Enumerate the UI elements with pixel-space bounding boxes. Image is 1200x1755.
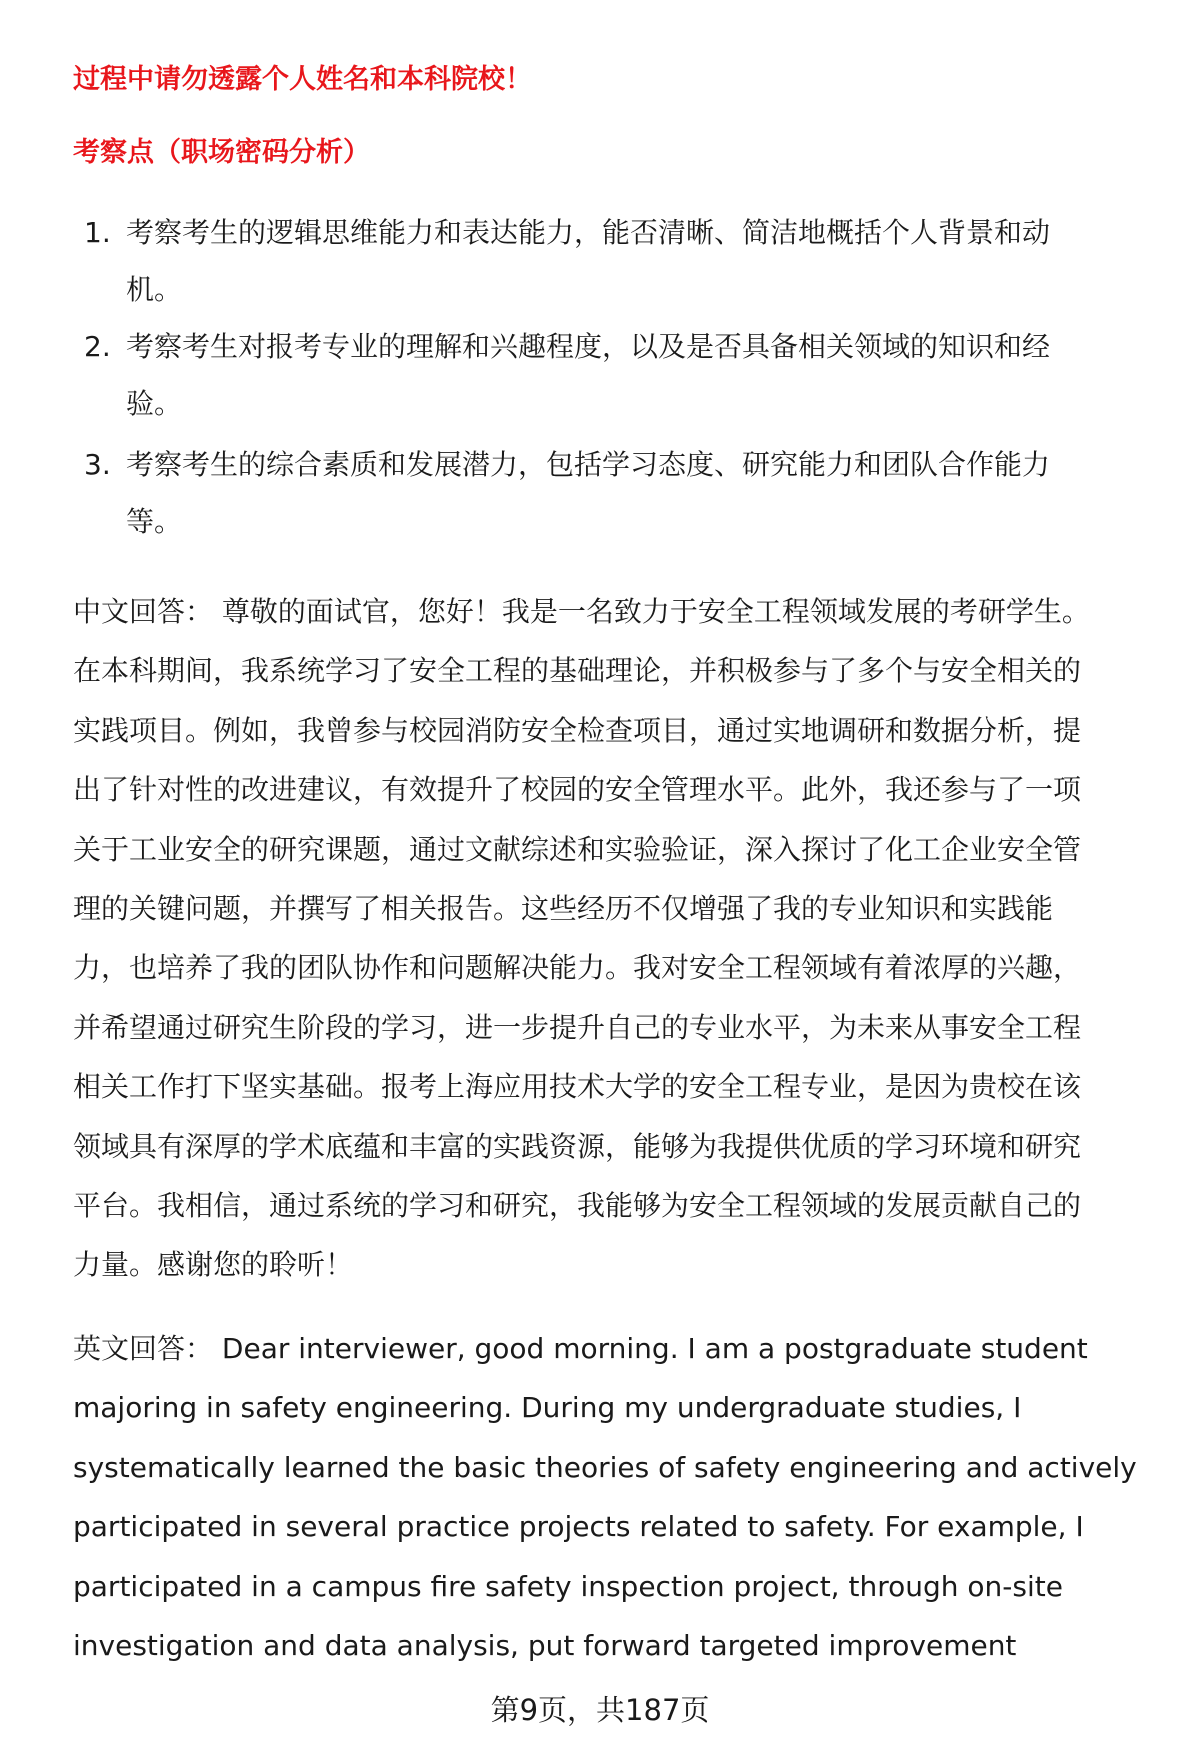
list-item: 验。 (126, 387, 183, 420)
list-item: 考察考生的综合素质和发展潜力，包括学习态度、研究能力和团队合作能力 (126, 448, 1051, 481)
paragraph-line: 在本科期间，我系统学习了安全工程的基础理论，并积极参与了多个与安全相关的 (73, 654, 1082, 688)
paragraph-line: participated in a campus fire safety inspection project, through on-site (73, 1569, 1063, 1603)
list-item: 等。 (126, 505, 183, 538)
paragraph-line: 力，也培养了我的团队协作和问题解决能力。我对安全工程领域有着浓厚的兴趣， (73, 951, 1082, 985)
paragraph-line: majoring in safety engineering. During my undergraduate studies, I (73, 1391, 1022, 1425)
list-number: 1. (84, 216, 111, 249)
page-number: 第9页，共187页 (490, 1693, 710, 1727)
warning-text: 过程中请勿透露个人姓名和本科院校！ (73, 64, 532, 95)
paragraph-line: 相关工作打下坚实基础。报考上海应用技术大学的安全工程专业，是因为贵校在该 (73, 1070, 1082, 1104)
paragraph-line: 中文回答： 尊敬的面试官，您好！我是一名致力于安全工程领域发展的考研学生。 (73, 595, 1090, 628)
list-item: 机。 (126, 273, 183, 306)
paragraph-line: participated in several practice projects related to safety. For example, I (73, 1510, 1084, 1544)
paragraph-line: 力量。感谢您的聆听！ (73, 1248, 354, 1282)
paragraph-line: 英文回答： Dear interviewer, good morning. I am a postgraduate student (73, 1332, 1088, 1365)
paragraph-line: 实践项目。例如，我曾参与校园消防安全检查项目，通过实地调研和数据分析，提 (73, 713, 1082, 747)
paragraph-line: 平台。我相信，通过系统的学习和研究，我能够为安全工程领域的发展贡献自己的 (73, 1189, 1082, 1222)
list-item: 考察考生的逻辑思维能力和表达能力，能否清晰、简洁地概括个人背景和动 (126, 216, 1051, 249)
list-item: 考察考生对报考专业的理解和兴趣程度，以及是否具备相关领域的知识和经 (126, 330, 1051, 363)
list-number: 2. (84, 330, 111, 363)
paragraph-line: systematically learned the basic theories of safety engineering and actively (73, 1450, 1137, 1484)
section-heading: 考察点（职场密码分析） (73, 137, 370, 168)
paragraph-line: 理的关键问题，并撰写了相关报告。这些经历不仅增强了我的专业知识和实践能 (73, 892, 1054, 925)
paragraph-line: 出了针对性的改进建议，有效提升了校园的安全管理水平。此外，我还参与了一项 (73, 773, 1082, 807)
list-number: 3. (84, 448, 111, 481)
paragraph-line: 并希望通过研究生阶段的学习，进一步提升自己的专业水平，为未来从事安全工程 (73, 1010, 1082, 1044)
paragraph-line: investigation and data analysis, put forward targeted improvement (73, 1629, 1017, 1662)
paragraph-line: 关于工业安全的研究课题，通过文献综述和实验验证，深入探讨了化工企业安全管 (73, 832, 1082, 866)
paragraph-line: 领域具有深厚的学术底蕴和丰富的实践资源，能够为我提供优质的学习环境和研究 (73, 1129, 1082, 1163)
